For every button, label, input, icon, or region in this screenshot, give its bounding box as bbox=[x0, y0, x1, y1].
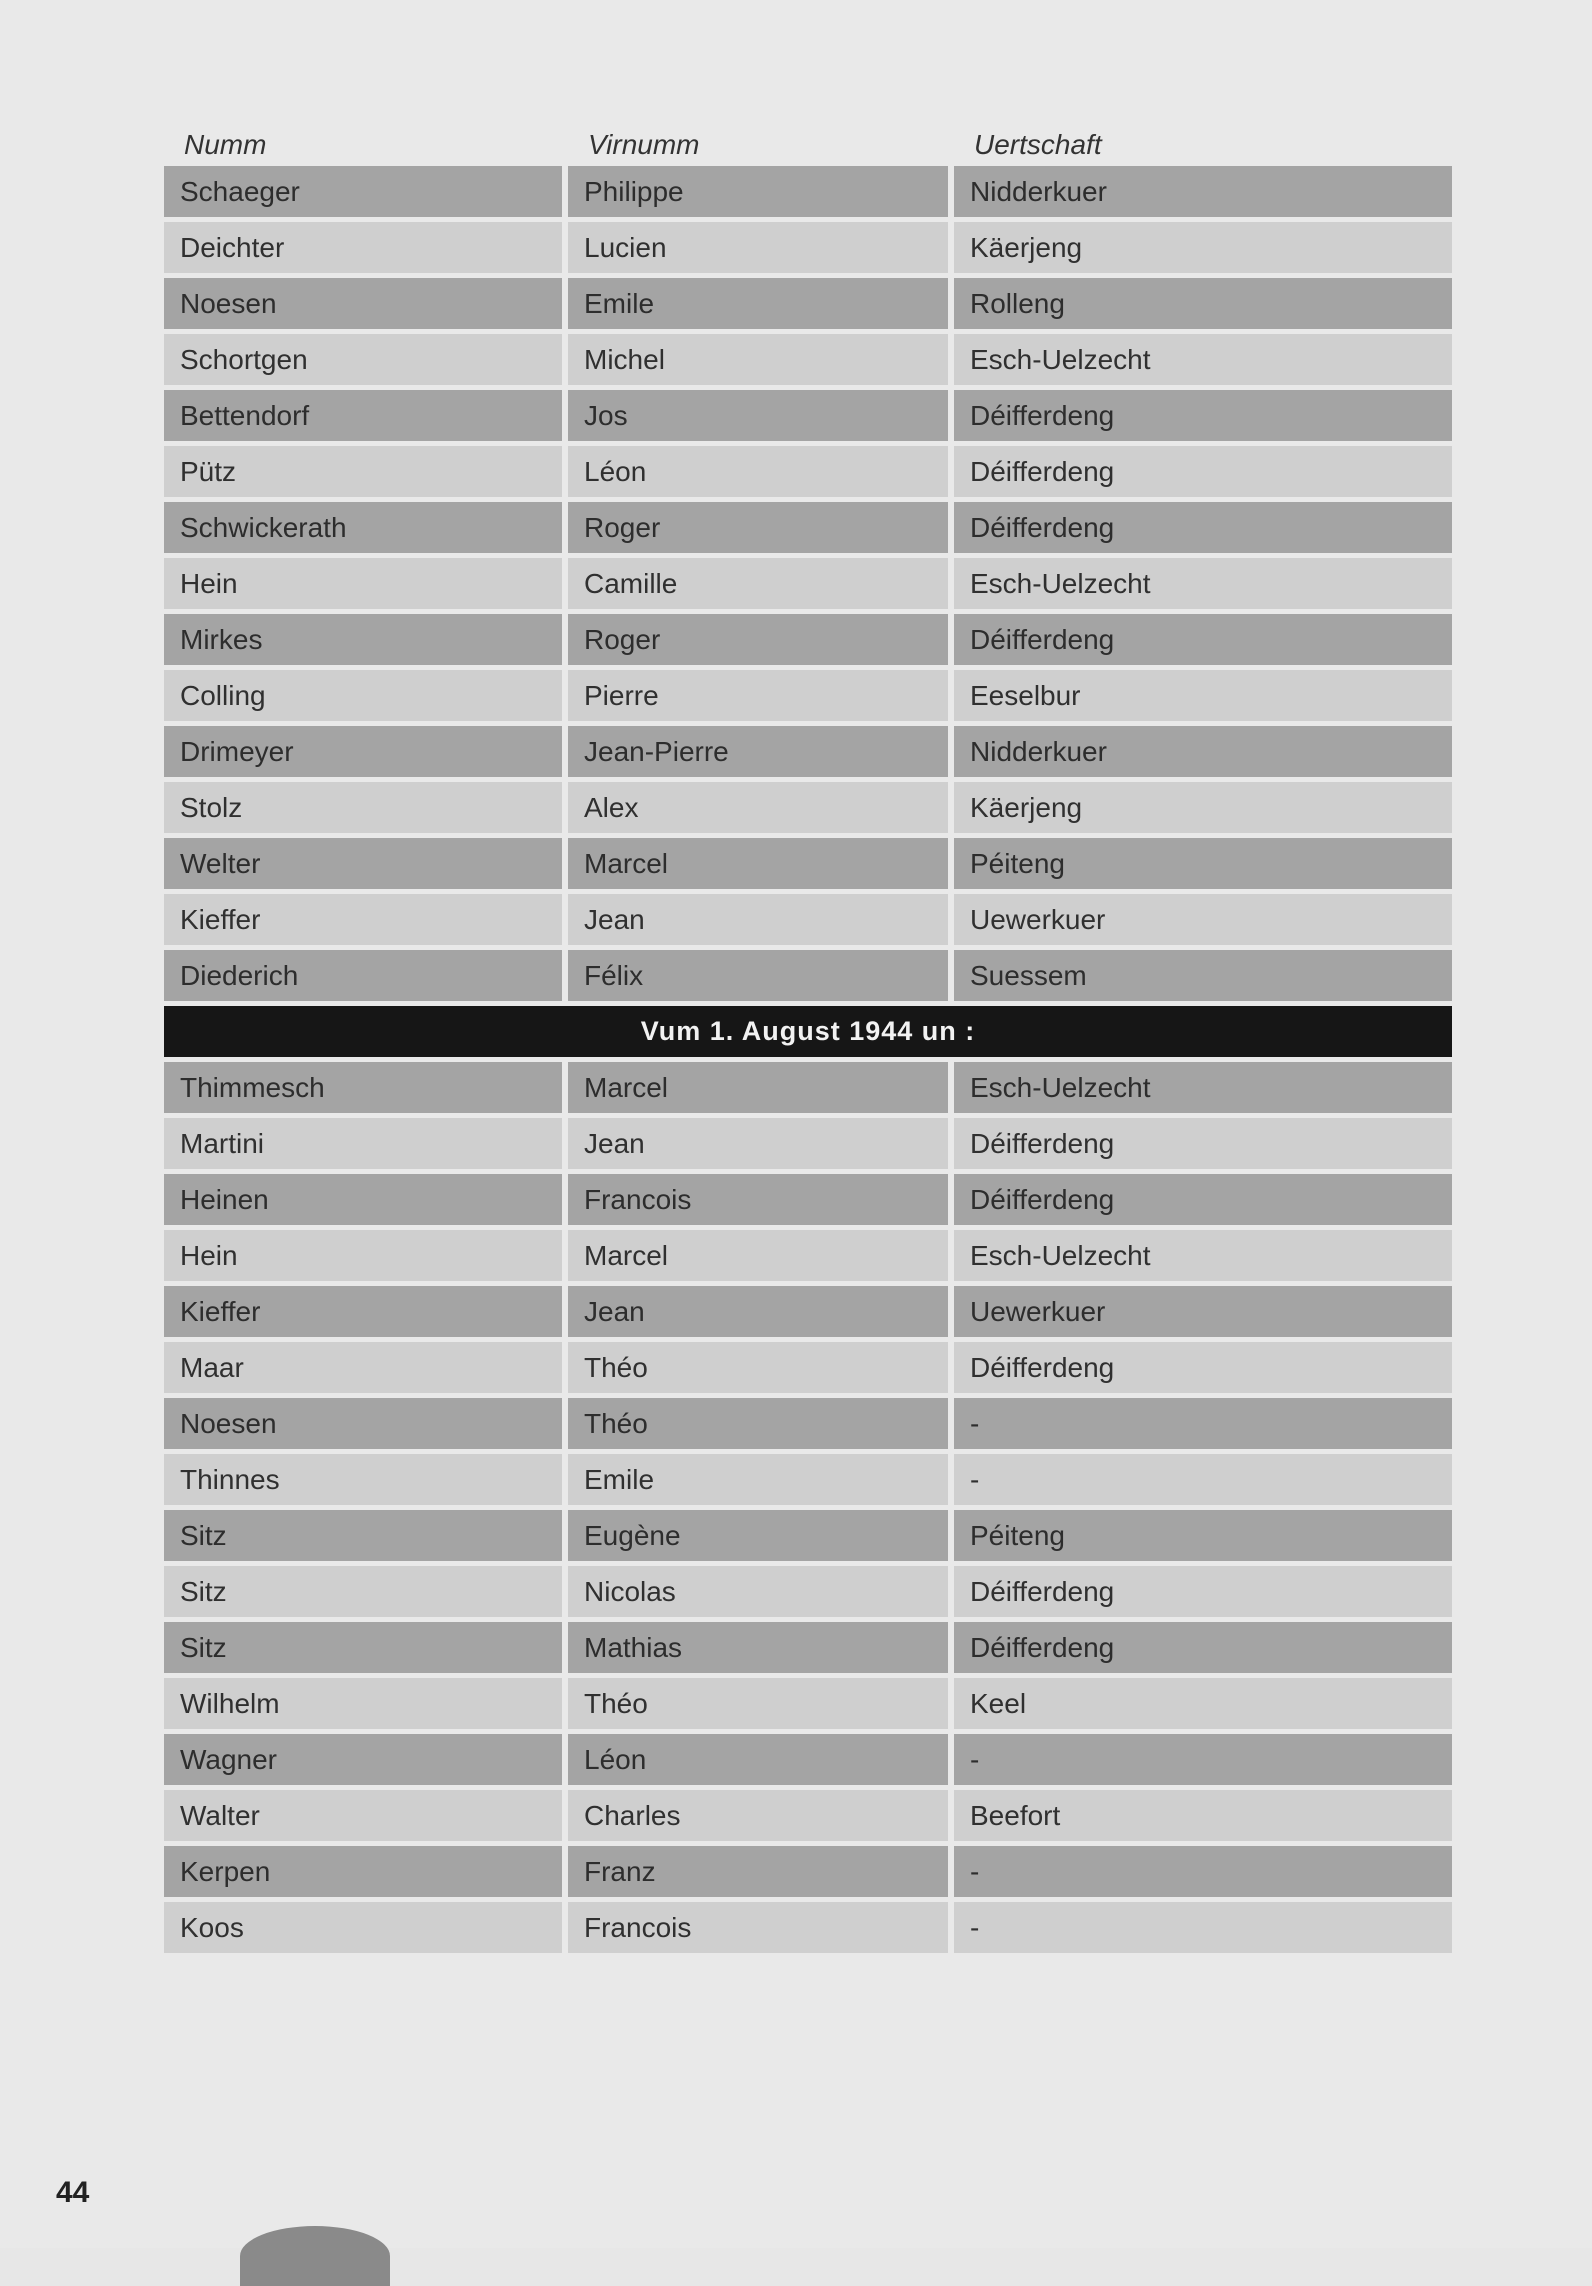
cell-numm: Walter bbox=[164, 1790, 562, 1841]
table-row bbox=[164, 558, 1452, 609]
section-divider: Vum 1. August 1944 un : bbox=[164, 1006, 1452, 1057]
cell-virnumm: Francois bbox=[568, 1174, 948, 1225]
cell-virnumm: Pierre bbox=[568, 670, 948, 721]
cell-uertschaft: Déifferdeng bbox=[954, 446, 1452, 497]
cell-virnumm: Léon bbox=[568, 446, 948, 497]
cell-uertschaft: - bbox=[954, 1734, 1452, 1785]
header-virnumm: Virnumm bbox=[588, 129, 700, 160]
cell-uertschaft: Déifferdeng bbox=[954, 614, 1452, 665]
table-row bbox=[164, 1790, 1452, 1841]
table-row bbox=[164, 1286, 1452, 1337]
table-row bbox=[164, 502, 1452, 553]
table-row bbox=[164, 446, 1452, 497]
cell-numm: Wilhelm bbox=[164, 1678, 562, 1729]
table-row bbox=[164, 1454, 1452, 1505]
cell-uertschaft: Péiteng bbox=[954, 838, 1452, 889]
cell-uertschaft: Nidderkuer bbox=[954, 726, 1452, 777]
cell-numm: Colling bbox=[164, 670, 562, 721]
cell-virnumm: Jean bbox=[568, 1286, 948, 1337]
cell-uertschaft: Beefort bbox=[954, 1790, 1452, 1841]
cell-uertschaft: Suessem bbox=[954, 950, 1452, 1001]
cell-virnumm: Jos bbox=[568, 390, 948, 441]
cell-uertschaft: Nidderkuer bbox=[954, 166, 1452, 217]
cell-numm: Drimeyer bbox=[164, 726, 562, 777]
cell-numm: Pütz bbox=[164, 446, 562, 497]
table-row bbox=[164, 1622, 1452, 1673]
cell-virnumm: Marcel bbox=[568, 1062, 948, 1113]
cell-numm: Heinen bbox=[164, 1174, 562, 1225]
cell-uertschaft: Uewerkuer bbox=[954, 1286, 1452, 1337]
cell-virnumm: Emile bbox=[568, 278, 948, 329]
table-row bbox=[164, 1734, 1452, 1785]
cell-numm: Noesen bbox=[164, 278, 562, 329]
cell-virnumm: Roger bbox=[568, 614, 948, 665]
cell-uertschaft: Eeselbur bbox=[954, 670, 1452, 721]
cell-numm: Deichter bbox=[164, 222, 562, 273]
page-number: 44 bbox=[56, 2176, 90, 2209]
cell-uertschaft: - bbox=[954, 1454, 1452, 1505]
cell-uertschaft: Käerjeng bbox=[954, 782, 1452, 833]
cell-numm: Sitz bbox=[164, 1510, 562, 1561]
table-row bbox=[164, 894, 1452, 945]
cell-numm: Wagner bbox=[164, 1734, 562, 1785]
cell-uertschaft: Rolleng bbox=[954, 278, 1452, 329]
cell-numm: Schwickerath bbox=[164, 502, 562, 553]
cell-virnumm: Théo bbox=[568, 1398, 948, 1449]
cell-virnumm: Théo bbox=[568, 1342, 948, 1393]
table-row bbox=[164, 782, 1452, 833]
cell-numm: Sitz bbox=[164, 1566, 562, 1617]
cell-numm: Martini bbox=[164, 1118, 562, 1169]
table-row bbox=[164, 1510, 1452, 1561]
table-row bbox=[164, 166, 1452, 217]
cell-numm: Kieffer bbox=[164, 1286, 562, 1337]
cell-uertschaft: Keel bbox=[954, 1678, 1452, 1729]
cell-numm: Maar bbox=[164, 1342, 562, 1393]
cell-numm: Diederich bbox=[164, 950, 562, 1001]
header-numm: Numm bbox=[184, 129, 267, 160]
cell-uertschaft: Déifferdeng bbox=[954, 390, 1452, 441]
cell-uertschaft: Esch-Uelzecht bbox=[954, 1230, 1452, 1281]
cell-virnumm: Théo bbox=[568, 1678, 948, 1729]
cell-uertschaft: Déifferdeng bbox=[954, 1118, 1452, 1169]
cell-numm: Hein bbox=[164, 558, 562, 609]
cell-numm: Stolz bbox=[164, 782, 562, 833]
cell-numm: Hein bbox=[164, 1230, 562, 1281]
table-row bbox=[164, 390, 1452, 441]
cell-virnumm: Jean-Pierre bbox=[568, 726, 948, 777]
table-row bbox=[164, 278, 1452, 329]
cell-virnumm: Franz bbox=[568, 1846, 948, 1897]
cell-numm: Thimmesch bbox=[164, 1062, 562, 1113]
cell-uertschaft: Déifferdeng bbox=[954, 502, 1452, 553]
cell-numm: Kieffer bbox=[164, 894, 562, 945]
cell-virnumm: Lucien bbox=[568, 222, 948, 273]
table-row bbox=[164, 1062, 1452, 1113]
cell-virnumm: Félix bbox=[568, 950, 948, 1001]
table-row bbox=[164, 1846, 1452, 1897]
table-row bbox=[164, 1342, 1452, 1393]
cell-virnumm: Mathias bbox=[568, 1622, 948, 1673]
cell-uertschaft: Esch-Uelzecht bbox=[954, 334, 1452, 385]
table-row bbox=[164, 1398, 1452, 1449]
cell-numm: Thinnes bbox=[164, 1454, 562, 1505]
cell-numm: Schaeger bbox=[164, 166, 562, 217]
cell-numm: Mirkes bbox=[164, 614, 562, 665]
table-row bbox=[164, 614, 1452, 665]
cell-uertschaft: Déifferdeng bbox=[954, 1566, 1452, 1617]
cell-uertschaft: Péiteng bbox=[954, 1510, 1452, 1561]
cell-virnumm: Nicolas bbox=[568, 1566, 948, 1617]
cell-numm: Welter bbox=[164, 838, 562, 889]
table-row bbox=[164, 222, 1452, 273]
names-table bbox=[164, 166, 1452, 1958]
table-header bbox=[164, 126, 1452, 164]
cell-uertschaft: Déifferdeng bbox=[954, 1622, 1452, 1673]
table-row bbox=[164, 838, 1452, 889]
table-row bbox=[164, 1118, 1452, 1169]
cell-virnumm: Marcel bbox=[568, 838, 948, 889]
cell-uertschaft: Déifferdeng bbox=[954, 1342, 1452, 1393]
cell-uertschaft: Uewerkuer bbox=[954, 894, 1452, 945]
cell-virnumm: Léon bbox=[568, 1734, 948, 1785]
cell-virnumm: Jean bbox=[568, 894, 948, 945]
cell-uertschaft: Déifferdeng bbox=[954, 1174, 1452, 1225]
cell-uertschaft: - bbox=[954, 1398, 1452, 1449]
table-row bbox=[164, 670, 1452, 721]
header-uertschaft: Uertschaft bbox=[974, 129, 1102, 160]
cell-virnumm: Roger bbox=[568, 502, 948, 553]
cell-virnumm: Charles bbox=[568, 1790, 948, 1841]
cell-virnumm: Jean bbox=[568, 1118, 948, 1169]
table-row bbox=[164, 1678, 1452, 1729]
table-row bbox=[164, 1902, 1452, 1953]
cell-numm: Sitz bbox=[164, 1622, 562, 1673]
table-row bbox=[164, 334, 1452, 385]
table-row bbox=[164, 726, 1452, 777]
cell-virnumm: Philippe bbox=[568, 166, 948, 217]
cell-uertschaft: - bbox=[954, 1846, 1452, 1897]
table-row bbox=[164, 1230, 1452, 1281]
cell-virnumm: Marcel bbox=[568, 1230, 948, 1281]
table-row bbox=[164, 950, 1452, 1001]
bottom-decoration bbox=[240, 2226, 390, 2286]
cell-virnumm: Emile bbox=[568, 1454, 948, 1505]
cell-numm: Kerpen bbox=[164, 1846, 562, 1897]
cell-numm: Schortgen bbox=[164, 334, 562, 385]
table-row bbox=[164, 1174, 1452, 1225]
cell-uertschaft: Esch-Uelzecht bbox=[954, 1062, 1452, 1113]
cell-virnumm: Francois bbox=[568, 1902, 948, 1953]
cell-virnumm: Alex bbox=[568, 782, 948, 833]
cell-numm: Koos bbox=[164, 1902, 562, 1953]
cell-uertschaft: Käerjeng bbox=[954, 222, 1452, 273]
cell-virnumm: Michel bbox=[568, 334, 948, 385]
cell-uertschaft: - bbox=[954, 1902, 1452, 1953]
cell-virnumm: Camille bbox=[568, 558, 948, 609]
table-row bbox=[164, 1566, 1452, 1617]
cell-virnumm: Eugène bbox=[568, 1510, 948, 1561]
cell-uertschaft: Esch-Uelzecht bbox=[954, 558, 1452, 609]
cell-numm: Noesen bbox=[164, 1398, 562, 1449]
cell-numm: Bettendorf bbox=[164, 390, 562, 441]
